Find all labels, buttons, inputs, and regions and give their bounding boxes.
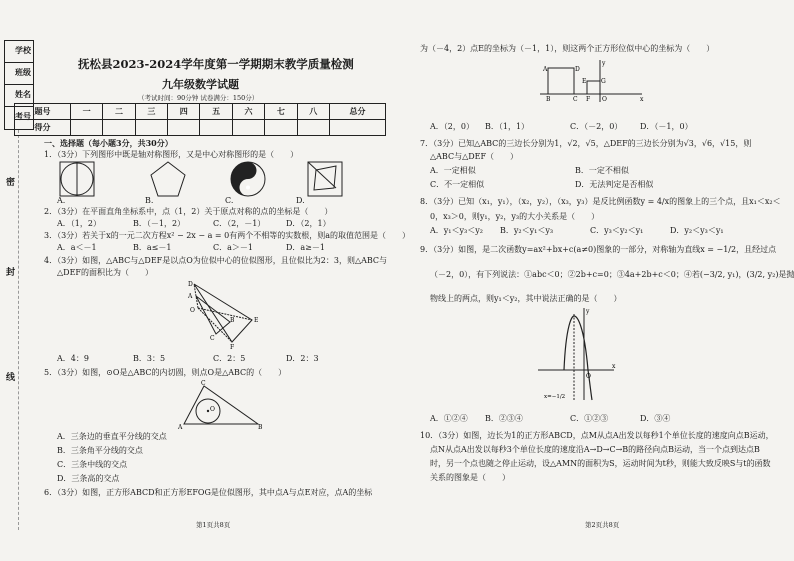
q9-label: y bbox=[586, 308, 590, 315]
q1-figure-d-line bbox=[308, 162, 336, 188]
q4-label: D bbox=[188, 281, 193, 288]
q10-line1: 10．（3分）如图，边长为1的正方形ABCD，点M从点A出发以每秒1个单位长度的速度向点B运动， bbox=[420, 431, 774, 440]
q8-option-b[interactable]: B．y₂＜y₁＜y₃ bbox=[500, 226, 554, 235]
q6-label: D bbox=[575, 66, 580, 73]
q7-option-c[interactable]: C．不一定相似 bbox=[430, 180, 485, 189]
q7-option-b[interactable]: B．一定不相似 bbox=[575, 166, 629, 175]
q4-option-a[interactable]: A．4：9 bbox=[57, 354, 89, 363]
q2-stem: 2．（3分）在平面直角坐标系中，点（1，2）关于原点对称的点的坐标是（ ） bbox=[44, 207, 333, 216]
page-footer-right: 第2页共8页 bbox=[585, 521, 620, 529]
seal-mark: 密 bbox=[6, 178, 16, 188]
q9-label: O bbox=[586, 373, 591, 380]
binding-field-class: 班级 bbox=[4, 62, 34, 86]
q1-option-b[interactable]: B. bbox=[145, 196, 154, 205]
q6-square-efog bbox=[587, 81, 600, 94]
q2-option-c[interactable]: C．（2，－1） bbox=[213, 219, 266, 228]
q3-option-c[interactable]: C．a＞－1 bbox=[213, 243, 253, 252]
q5-center-dot bbox=[207, 410, 209, 412]
q4-figure bbox=[180, 278, 270, 350]
score-table-row: 题号 一 二 三 四 五 六 七 八 总分 bbox=[15, 104, 386, 120]
seal-mark: 线 bbox=[6, 373, 16, 383]
q6-stem-line1: 6．（3分）如图，正方形ABCD和正方形EFOG是位似图形，其中点A与点E对应，点A的坐标 bbox=[44, 488, 373, 497]
section-title: 一、选择题（每小题3分，共30分） bbox=[44, 138, 173, 148]
q5-stem: 5．（3分）如图，⊙O是△ABC的内切圆，则点O是△ABC的（ ） bbox=[44, 368, 287, 377]
q4-label: A bbox=[188, 293, 193, 300]
q6-option-b[interactable]: B．（1，1） bbox=[485, 122, 530, 131]
q6-label: F bbox=[586, 96, 591, 103]
q9-label: x=−1/2 bbox=[544, 394, 566, 400]
q9-parabola bbox=[564, 316, 592, 400]
score-cell[interactable] bbox=[232, 120, 264, 136]
q10-line4: 关系的图象是（ ） bbox=[430, 473, 510, 482]
q8-option-c[interactable]: C．y₃＜y₂＜y₁ bbox=[590, 226, 644, 235]
q9-option-b[interactable]: B．②③④ bbox=[485, 414, 523, 423]
q1-option-c[interactable]: C. bbox=[225, 196, 234, 205]
q6-label: G bbox=[601, 78, 606, 85]
q5-option-a[interactable]: A．三条边的垂直平分线的交点 bbox=[57, 432, 167, 441]
score-cell[interactable] bbox=[200, 120, 232, 136]
q6-option-a[interactable]: A．（2，0） bbox=[430, 122, 474, 131]
q3-option-d[interactable]: D．a≥－1 bbox=[286, 243, 325, 252]
score-table bbox=[14, 103, 386, 136]
q5-label: A bbox=[178, 424, 183, 430]
exam-info: （考试时间：90分钟 试卷满分：150分） bbox=[138, 94, 259, 102]
binding-field-name: 姓名 bbox=[4, 84, 34, 108]
q4-label: F bbox=[230, 344, 235, 350]
q4-option-c[interactable]: C．2：5 bbox=[213, 354, 246, 363]
q5-option-c[interactable]: C．三条中线的交点 bbox=[57, 460, 128, 469]
page-footer-left: 第1页共8页 bbox=[196, 521, 231, 529]
binding-field-id: 考号 bbox=[4, 106, 34, 130]
q7-stem-line2: △ABC与△DEF（ ） bbox=[430, 152, 519, 161]
q9-stem-line3: 物线上的两点，则y₁＜y₂，其中说法正确的是（ ） bbox=[430, 294, 622, 303]
q1-option-a[interactable]: A. bbox=[57, 196, 66, 205]
q8-stem-line2: 0，x₃＞0，则y₁，y₂，y₃的大小关系是（ ） bbox=[430, 212, 600, 221]
q10-line2: 点N从点A出发以每秒3个单位长度的速度沿A→D→C→B的路径向点B运动，当一个点到达点B bbox=[430, 445, 760, 454]
q2-option-a[interactable]: A．（1，2） bbox=[57, 219, 101, 228]
score-cell[interactable] bbox=[265, 120, 297, 136]
q5-option-b[interactable]: B．三条角平分线的交点 bbox=[57, 446, 143, 455]
score-cell[interactable] bbox=[297, 120, 329, 136]
q6-stem-line2: 为（－4，2）点E的坐标为（－1，1），则这两个正方形位似中心的坐标为（ ） bbox=[420, 44, 715, 53]
q4-label: O bbox=[190, 307, 195, 314]
q9-label: x bbox=[612, 363, 616, 370]
q5-label: C bbox=[201, 380, 206, 387]
q1-figure-c-dot bbox=[246, 186, 250, 190]
seal-mark: 封 bbox=[6, 268, 16, 278]
q5-triangle bbox=[184, 386, 258, 424]
score-cell[interactable] bbox=[329, 120, 385, 136]
q5-label: B bbox=[258, 424, 263, 430]
q3-stem: 3．（3分）若关于x的一元二次方程x² − 2x − a = 0有两个不相等的实数根，则a的取值范围是（ ） bbox=[44, 231, 411, 240]
q1-figures bbox=[58, 160, 358, 202]
q2-option-b[interactable]: B．（－1，2） bbox=[133, 219, 186, 228]
q10-line3: 时，另一个点也随之停止运动，设△AMN的面积为S，运动时间为t秒，则能大致反映S与t的函数 bbox=[430, 459, 771, 468]
q6-label: x bbox=[640, 96, 644, 103]
q1-option-d[interactable]: D. bbox=[296, 196, 305, 205]
exam-title: 抚松县2023-2024学年度第一学期期末教学质量检测 bbox=[78, 57, 354, 71]
q4-stem-line1: 4．（3分）如图，△ABC与△DEF是以点O为位似中心的位似图形，且位似比为2：3，则△ABC与 bbox=[44, 256, 388, 265]
q3-option-a[interactable]: A．a＜－1 bbox=[57, 243, 97, 252]
q4-stem-line2: △DEF的面积比为（ ） bbox=[57, 268, 153, 277]
q6-square-abcd bbox=[548, 68, 574, 94]
q8-option-a[interactable]: A．y₁＜y₃＜y₂ bbox=[430, 226, 483, 235]
q3-option-b[interactable]: B．a≤－1 bbox=[133, 243, 172, 252]
q4-label: E bbox=[254, 317, 259, 324]
q9-option-a[interactable]: A．①②④ bbox=[430, 414, 468, 423]
q1-figure-c-dot bbox=[246, 169, 250, 173]
q4-label: C bbox=[210, 335, 215, 342]
q9-option-c[interactable]: C．①②③ bbox=[570, 414, 609, 423]
q7-option-d[interactable]: D．无法判定是否相似 bbox=[575, 180, 654, 189]
q6-option-c[interactable]: C．（－2，0） bbox=[570, 122, 623, 131]
q7-option-a[interactable]: A．一定相似 bbox=[430, 166, 476, 175]
q4-label: B bbox=[230, 317, 235, 324]
binding-field-school: 学校 bbox=[4, 40, 34, 64]
score-cell[interactable] bbox=[103, 120, 135, 136]
q5-label: O bbox=[210, 406, 215, 413]
q6-figure bbox=[538, 58, 648, 104]
q5-option-d[interactable]: D．三条高的交点 bbox=[57, 474, 120, 483]
q6-label: O bbox=[602, 96, 607, 103]
q8-stem-line1: 8．（3分）已知（x₁，y₁），（x₂，y₂），（x₃，y₃）是反比例函数y = 4/x的图象上的三个点，且x₁＜x₂＜ bbox=[420, 197, 781, 206]
q2-option-d[interactable]: D．（2，1） bbox=[286, 219, 331, 228]
seal-line bbox=[18, 130, 19, 530]
q6-option-d[interactable]: D．（－1，0） bbox=[640, 122, 693, 131]
q9-option-d[interactable]: D．③④ bbox=[640, 414, 671, 423]
q9-stem-line1: 9．（3分）如图，是二次函数y=ax²+bx+c(a≠0)图象的一部分，对称轴为直线x = −1/2，且经过点 bbox=[420, 245, 777, 254]
q5-figure bbox=[176, 378, 266, 430]
q4-option-b[interactable]: B．3：5 bbox=[133, 354, 166, 363]
score-cell[interactable] bbox=[168, 120, 200, 136]
q8-option-d[interactable]: D．y₂＜y₃＜y₁ bbox=[670, 226, 724, 235]
q4-option-d[interactable]: D．2：3 bbox=[286, 354, 319, 363]
q6-label: B bbox=[546, 96, 551, 103]
q6-label: A bbox=[543, 66, 548, 73]
q9-figure bbox=[528, 304, 618, 404]
q6-label: y bbox=[602, 60, 606, 67]
q7-stem-line1: 7．（3分）已知△ABC的三边长分别为1，√2，√5，△DEF的三边长分别为√3，√6，√15，则 bbox=[420, 139, 752, 148]
score-cell[interactable] bbox=[135, 120, 167, 136]
score-cell[interactable] bbox=[70, 120, 102, 136]
q6-label: E bbox=[582, 78, 587, 85]
q1-figure-b bbox=[151, 162, 185, 196]
q6-label: C bbox=[573, 96, 578, 103]
subject-title: 九年级数学试题 bbox=[162, 78, 239, 91]
q9-stem-line2: （－2，0），有下列说法：①abc＜0；②2b+c=0；③4a+2b+c＜0；④若(−3/2, y₁)，(3/2, y₂)是抛 bbox=[430, 270, 794, 279]
q1-figure-c-yin bbox=[231, 162, 257, 196]
score-table-row: 得分 bbox=[15, 120, 386, 136]
q4-triangle-abc bbox=[196, 296, 230, 334]
q1-stem: 1．（3分）下列图形中既是轴对称图形，又是中心对称图形的是（ ） bbox=[44, 150, 299, 159]
